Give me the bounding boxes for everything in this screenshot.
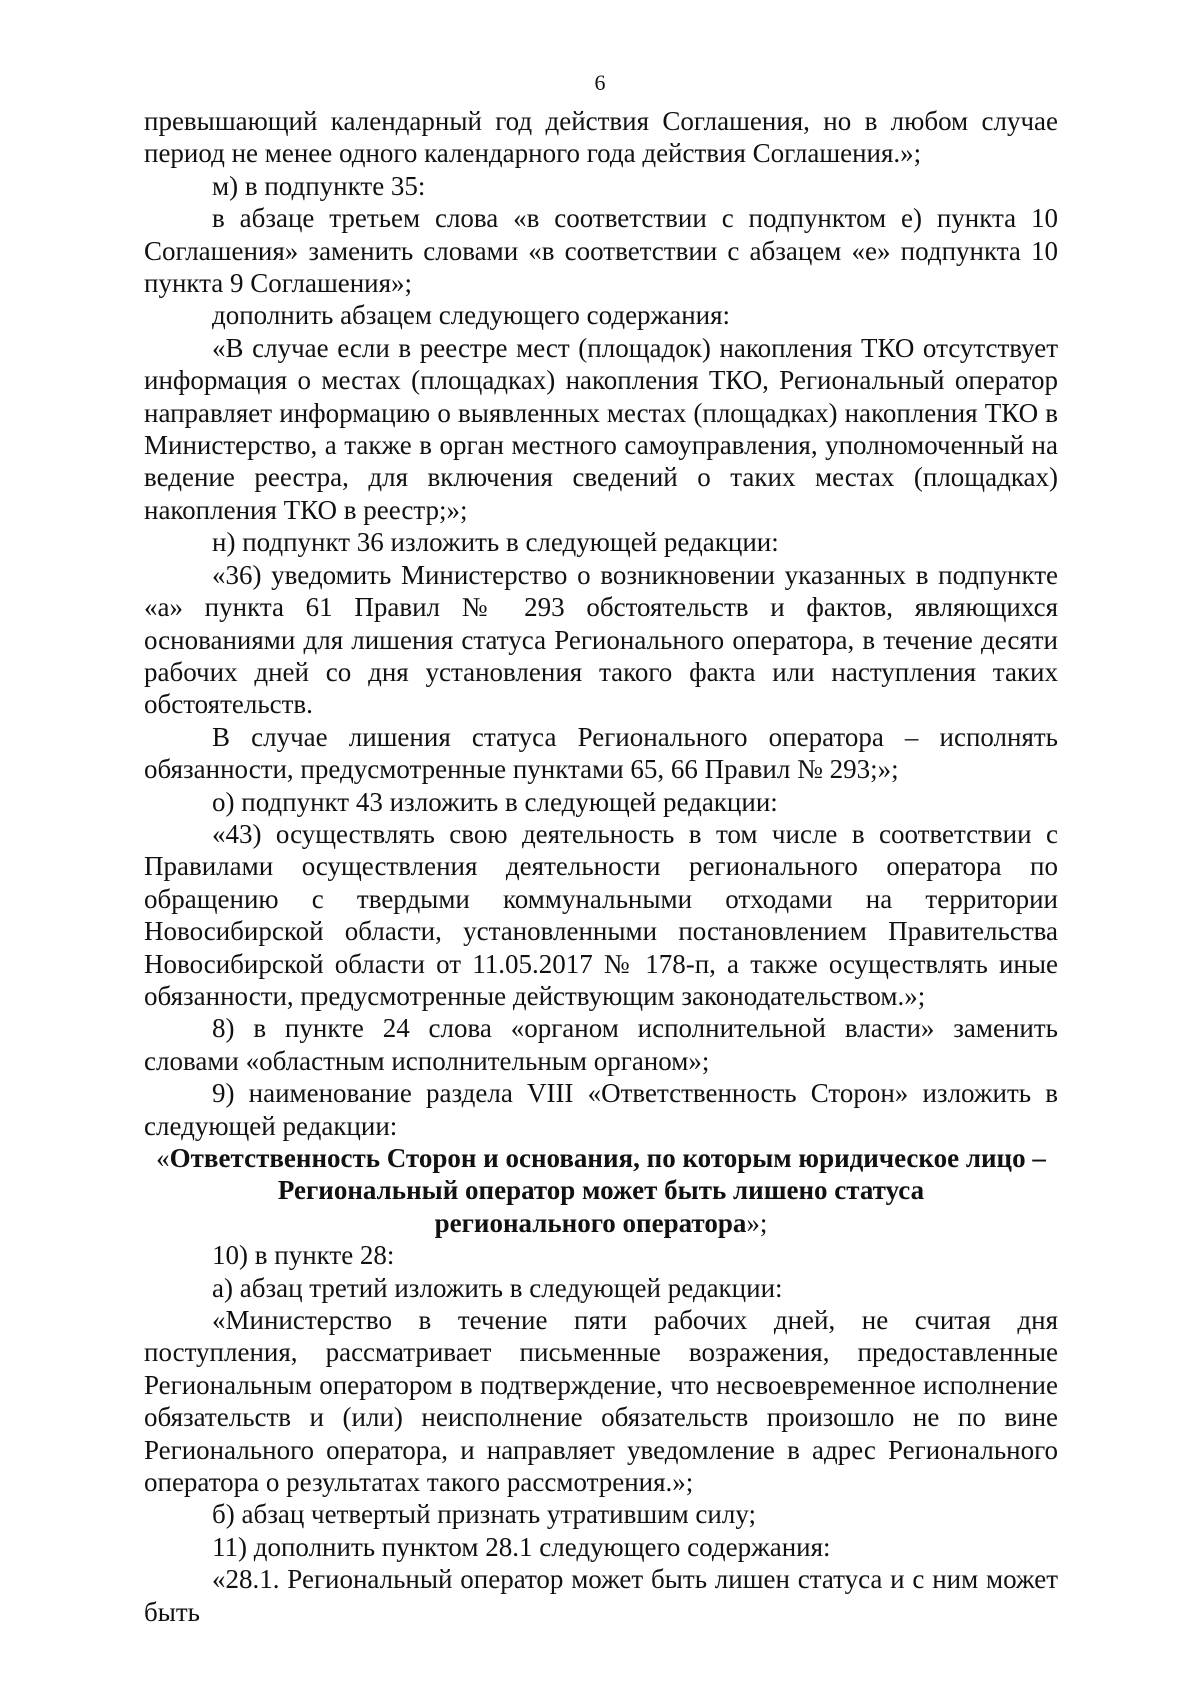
heading-line-2: Региональный оператор может быть лишено статуса — [277, 1175, 925, 1206]
paragraph-item-11: 11) дополнить пунктом 28.1 следующего содержания: — [212, 1531, 831, 1562]
paragraph-subitem-o: о) подпункт 43 изложить в следующей редакции: — [212, 786, 778, 817]
paragraph-subitem-b: б) абзац четвертый признать утратившим силу; — [212, 1499, 756, 1530]
heading-line-3: регионального оператора — [434, 1207, 747, 1238]
paragraph-item-10: 10) в пункте 28: — [212, 1240, 395, 1271]
paragraph-item-36: «36) уведомить Министерство о возникновении указанных в подпункте «а» пункта 61 Правил № 293 обстоятельств и фактов, являющихся основаниями для лишения статуса Регионального оператора, в течение десяти рабочих дней со дня установления такого факта или наступления таких обстоятельств. — [144, 559, 1058, 720]
paragraph-subitem-n: н) подпункт 36 изложить в следующей редакции: — [212, 527, 779, 558]
paragraph-continuation: превышающий календарный год действия Соглашения, но в любом случае период не менее одного календарного года действия Соглашения.»; — [144, 106, 1058, 169]
paragraph-item-43: «43) осуществлять свою деятельность в том числе в соответствии с Правилами осуществления деятельности регионального оператора по обращению с твердыми коммунальными отходами на территории Новосибирской области, установленными постановлением Правительства Новосибирской области от 11.05.2017 № 178-п, а также осуществлять иные обязанности, предусмотренные действующим законодательством.»; — [144, 818, 1058, 1011]
paragraph-subitem-a: а) абзац третий изложить в следующей редакции: — [212, 1272, 783, 1303]
paragraph-third-abzac: в абзаце третьем слова «в соответствии с подпунктом е) пункта 10 Соглашения» заменить словами «в соответствии с абзацем «е» подпункта 10 пункта 9 Соглашения»; — [144, 203, 1058, 299]
heading-line-1: Ответственность Сторон и основания, по которым юридическое лицо – — [169, 1143, 1046, 1173]
section-heading — [144, 1142, 1058, 1239]
paragraph-subitem-m: м) в подпункте 35: — [212, 170, 426, 201]
heading-open-quote: « — [156, 1143, 170, 1173]
page-number: 6 — [594, 70, 606, 95]
paragraph-item-28-1: «28.1. Региональный оператор может быть лишен статуса и с ним может быть — [144, 1564, 1058, 1627]
paragraph-item-8: 8) в пункте 24 слова «органом исполнительной власти» заменить словами «областным исполнительным органом»; — [144, 1013, 1058, 1076]
paragraph-add-abzac: дополнить абзацем следующего содержания: — [212, 300, 731, 331]
paragraph-ministry-review: «Министерство в течение пяти рабочих дней, не считая дня поступления, рассматривает письменные возражения, предоставленные Региональным оператором в подтверждение, что несвоевременное исполнение обязательств и (или) неисполнение обязательств произошло не по вине Регионального оператора, и направляет уведомление в адрес Регионального оператора о результатах такого рассмотрения.»; — [144, 1305, 1058, 1498]
paragraph-status-loss: В случае лишения статуса Регионального оператора – исполнять обязанности, предусмотренные пунктами 65, 66 Правил № 293;»; — [144, 721, 1058, 785]
paragraph-item-9: 9) наименование раздела VIII «Ответственность Сторон» изложить в следующей редакции: — [144, 1078, 1058, 1141]
document-body — [144, 105, 1058, 1628]
paragraph-tko-registry: «В случае если в реестре мест (площадок) накопления ТКО отсутствует информация о местах (площадках) накопления ТКО, Региональный оператор направляет информацию о выявленных местах (площадках) накопления ТКО в Министерство, а также в орган местного самоуправления, уполномоченный на ведение реестра, для включения сведений о таких местах (площадках) накопления ТКО в реестр;»; — [144, 332, 1058, 525]
heading-close: »; — [746, 1207, 768, 1238]
